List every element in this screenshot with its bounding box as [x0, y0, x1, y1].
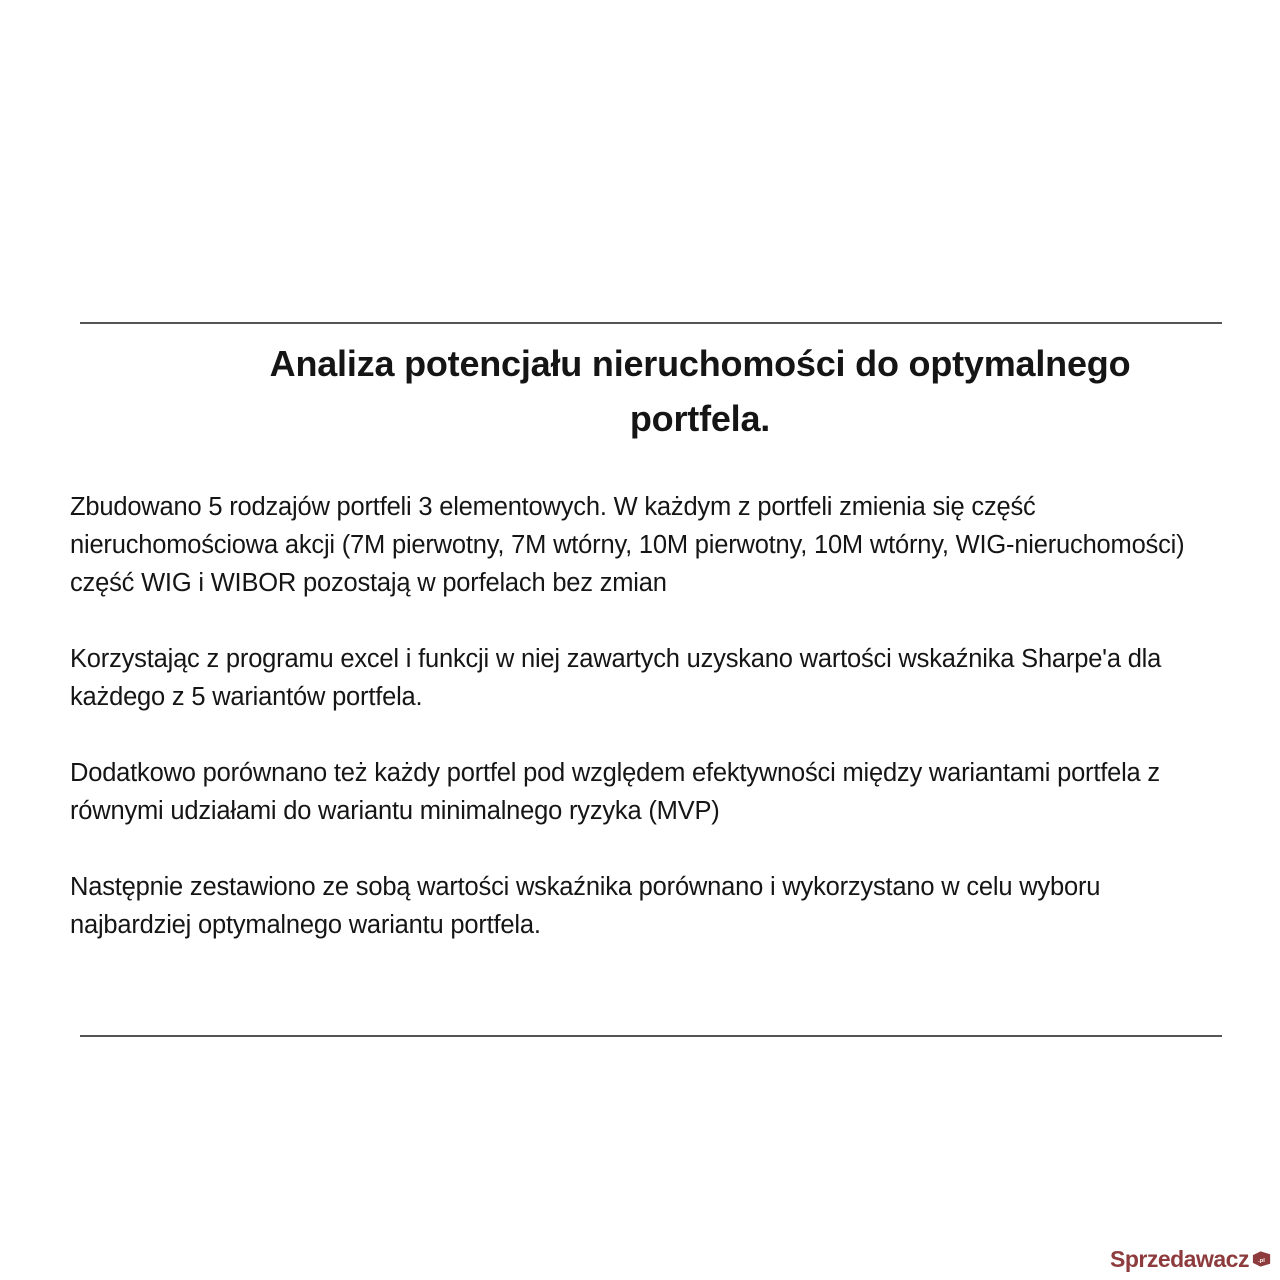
watermark-text: Sprzedawacz [1110, 1245, 1249, 1272]
title-line-2: portfela. [629, 398, 771, 439]
document-title [150, 336, 1250, 446]
price-tag-icon [1251, 1250, 1272, 1268]
top-divider [80, 322, 1222, 324]
bottom-divider [80, 1035, 1222, 1037]
paragraph-conclusion: Następnie zestawiono ze sobą wartości wskaźnika porównano i wykorzystano w celu wyboru najbardziej optymalnego wariantu portfela. [70, 873, 1101, 939]
title-line-1: Analiza potencjału nieruchomości do optymalnego [269, 343, 1131, 384]
paragraph-efficiency: Dodatkowo porównano też każdy portfel pod względem efektywności między wariantami portfela z równymi udziałami do wariantu minimalnego ryzyka (MVP) [70, 759, 1160, 825]
watermark-logo [1110, 1242, 1272, 1276]
paragraph-portfolios: Zbudowano 5 rodzajów portfeli 3 elementowych. W każdym z portfeli zmienia się część nieruchomościowa akcji (7M pierwotny, 7M wtórny, 10M pierwotny, 10M wtórny, WIG-nieruchomości) część WIG i WIBOR pozostają w porfelach bez zmian [70, 493, 1185, 597]
paragraph-sharpe: Korzystając z programu excel i funkcji w niej zawartych uzyskano wartości wskaźnika Sharpe'a dla każdego z 5 wariantów portfela. [70, 645, 1162, 711]
watermark-suffix: .pl [1258, 1257, 1265, 1264]
document-body [70, 488, 1200, 982]
